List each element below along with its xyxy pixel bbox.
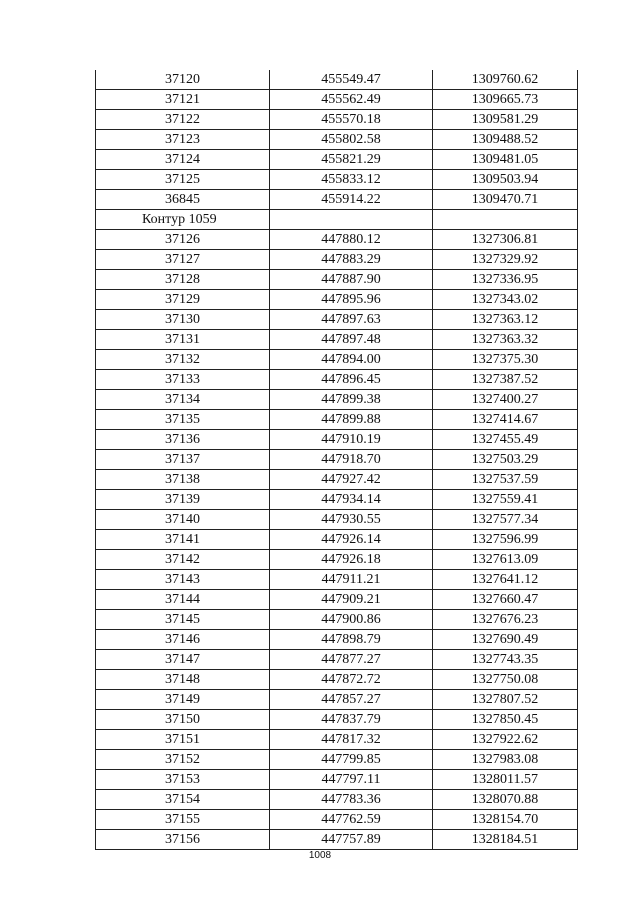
y-coordinate-cell: 1328184.51: [433, 830, 578, 850]
point-id-cell: 37124: [96, 150, 270, 170]
point-id-cell: 37125: [96, 170, 270, 190]
coordinates-table: [95, 70, 578, 850]
x-coordinate-cell: 447899.38: [270, 390, 433, 410]
y-coordinate-cell: 1327983.08: [433, 750, 578, 770]
y-coordinate-cell: 1309503.94: [433, 170, 578, 190]
point-id-cell: 37133: [96, 370, 270, 390]
x-coordinate-cell: 447930.55: [270, 510, 433, 530]
y-coordinate-cell: 1309481.05: [433, 150, 578, 170]
x-coordinate-cell: 447799.85: [270, 750, 433, 770]
table-row: [96, 290, 578, 310]
point-id-cell: 37143: [96, 570, 270, 590]
table-row: [96, 670, 578, 690]
point-id-cell: 37144: [96, 590, 270, 610]
point-id-cell: 37149: [96, 690, 270, 710]
table-row: [96, 90, 578, 110]
x-coordinate-cell: 447783.36: [270, 790, 433, 810]
y-coordinate-cell: 1327577.34: [433, 510, 578, 530]
point-id-cell: 37151: [96, 730, 270, 750]
y-coordinate-cell: 1327660.47: [433, 590, 578, 610]
x-coordinate-cell: 447896.45: [270, 370, 433, 390]
point-id-cell: 37135: [96, 410, 270, 430]
point-id-cell: 37138: [96, 470, 270, 490]
x-coordinate-cell: 447926.14: [270, 530, 433, 550]
x-coordinate-cell: 455821.29: [270, 150, 433, 170]
y-coordinate-cell: 1327750.08: [433, 670, 578, 690]
x-coordinate-cell: 447900.86: [270, 610, 433, 630]
x-coordinate-cell: 447910.19: [270, 430, 433, 450]
x-coordinate-cell: 447877.27: [270, 650, 433, 670]
coordinates-table-body: [96, 70, 578, 850]
table-row: [96, 630, 578, 650]
y-coordinate-cell: 1327850.45: [433, 710, 578, 730]
table-row: [96, 350, 578, 370]
point-id-cell: 37120: [96, 70, 270, 90]
y-coordinate-cell: 1327329.92: [433, 250, 578, 270]
table-row: [96, 70, 578, 90]
x-coordinate-cell: 455549.47: [270, 70, 433, 90]
x-coordinate-cell: 447927.42: [270, 470, 433, 490]
table-row: [96, 590, 578, 610]
y-coordinate-cell: 1327400.27: [433, 390, 578, 410]
point-id-cell: 37156: [96, 830, 270, 850]
empty-cell: [433, 210, 578, 230]
table-row: [96, 190, 578, 210]
point-id-cell: 37126: [96, 230, 270, 250]
point-id-cell: 37154: [96, 790, 270, 810]
y-coordinate-cell: 1327690.49: [433, 630, 578, 650]
y-coordinate-cell: 1327596.99: [433, 530, 578, 550]
point-id-cell: 37146: [96, 630, 270, 650]
x-coordinate-cell: 447899.88: [270, 410, 433, 430]
point-id-cell: 37129: [96, 290, 270, 310]
y-coordinate-cell: 1327455.49: [433, 430, 578, 450]
table-row: [96, 510, 578, 530]
y-coordinate-cell: 1309665.73: [433, 90, 578, 110]
x-coordinate-cell: 447926.18: [270, 550, 433, 570]
y-coordinate-cell: 1327414.67: [433, 410, 578, 430]
table-row: [96, 110, 578, 130]
x-coordinate-cell: 447911.21: [270, 570, 433, 590]
y-coordinate-cell: 1327807.52: [433, 690, 578, 710]
x-coordinate-cell: 447883.29: [270, 250, 433, 270]
table-row: [96, 570, 578, 590]
x-coordinate-cell: 455562.49: [270, 90, 433, 110]
table-row: [96, 130, 578, 150]
empty-cell: [270, 210, 433, 230]
point-id-cell: 36845: [96, 190, 270, 210]
table-row: [96, 790, 578, 810]
x-coordinate-cell: 447918.70: [270, 450, 433, 470]
table-row: [96, 530, 578, 550]
x-coordinate-cell: 447872.72: [270, 670, 433, 690]
point-id-cell: 37153: [96, 770, 270, 790]
point-id-cell: 37136: [96, 430, 270, 450]
y-coordinate-cell: 1328011.57: [433, 770, 578, 790]
contour-label: Контур 1059: [96, 210, 270, 230]
y-coordinate-cell: 1327363.32: [433, 330, 578, 350]
point-id-cell: 37140: [96, 510, 270, 530]
table-row: [96, 170, 578, 190]
y-coordinate-cell: 1327306.81: [433, 230, 578, 250]
point-id-cell: 37130: [96, 310, 270, 330]
x-coordinate-cell: 447887.90: [270, 270, 433, 290]
y-coordinate-cell: 1327922.62: [433, 730, 578, 750]
contour-header-row: [96, 210, 578, 230]
table-row: [96, 710, 578, 730]
x-coordinate-cell: 447898.79: [270, 630, 433, 650]
y-coordinate-cell: 1309470.71: [433, 190, 578, 210]
table-row: [96, 730, 578, 750]
table-row: [96, 610, 578, 630]
x-coordinate-cell: 447817.32: [270, 730, 433, 750]
point-id-cell: 37155: [96, 810, 270, 830]
x-coordinate-cell: 447897.48: [270, 330, 433, 350]
point-id-cell: 37121: [96, 90, 270, 110]
table-row: [96, 410, 578, 430]
y-coordinate-cell: 1327363.12: [433, 310, 578, 330]
point-id-cell: 37148: [96, 670, 270, 690]
y-coordinate-cell: 1327343.02: [433, 290, 578, 310]
point-id-cell: 37131: [96, 330, 270, 350]
table-row: [96, 230, 578, 250]
table-row: [96, 450, 578, 470]
table-row: [96, 490, 578, 510]
point-id-cell: 37137: [96, 450, 270, 470]
y-coordinate-cell: 1327387.52: [433, 370, 578, 390]
point-id-cell: 37139: [96, 490, 270, 510]
table-row: [96, 370, 578, 390]
table-row: [96, 430, 578, 450]
table-row: [96, 250, 578, 270]
x-coordinate-cell: 447934.14: [270, 490, 433, 510]
point-id-cell: 37150: [96, 710, 270, 730]
y-coordinate-cell: 1328154.70: [433, 810, 578, 830]
page-number: 1008: [308, 850, 332, 861]
y-coordinate-cell: 1328070.88: [433, 790, 578, 810]
table-row: [96, 550, 578, 570]
point-id-cell: 37128: [96, 270, 270, 290]
y-coordinate-cell: 1327537.59: [433, 470, 578, 490]
x-coordinate-cell: 447895.96: [270, 290, 433, 310]
x-coordinate-cell: 447909.21: [270, 590, 433, 610]
x-coordinate-cell: 455914.22: [270, 190, 433, 210]
table-row: [96, 470, 578, 490]
table-row: [96, 330, 578, 350]
point-id-cell: 37132: [96, 350, 270, 370]
table-row: [96, 750, 578, 770]
point-id-cell: 37134: [96, 390, 270, 410]
y-coordinate-cell: 1327641.12: [433, 570, 578, 590]
y-coordinate-cell: 1309488.52: [433, 130, 578, 150]
x-coordinate-cell: 447762.59: [270, 810, 433, 830]
y-coordinate-cell: 1309760.62: [433, 70, 578, 90]
point-id-cell: 37142: [96, 550, 270, 570]
table-row: [96, 650, 578, 670]
x-coordinate-cell: 455802.58: [270, 130, 433, 150]
x-coordinate-cell: 447837.79: [270, 710, 433, 730]
table-row: [96, 830, 578, 850]
table-row: [96, 690, 578, 710]
y-coordinate-cell: 1309581.29: [433, 110, 578, 130]
x-coordinate-cell: 455833.12: [270, 170, 433, 190]
x-coordinate-cell: 447857.27: [270, 690, 433, 710]
table-row: [96, 270, 578, 290]
point-id-cell: 37127: [96, 250, 270, 270]
y-coordinate-cell: 1327613.09: [433, 550, 578, 570]
table-row: [96, 390, 578, 410]
y-coordinate-cell: 1327375.30: [433, 350, 578, 370]
y-coordinate-cell: 1327559.41: [433, 490, 578, 510]
y-coordinate-cell: 1327676.23: [433, 610, 578, 630]
y-coordinate-cell: 1327743.35: [433, 650, 578, 670]
x-coordinate-cell: 447894.00: [270, 350, 433, 370]
x-coordinate-cell: 447757.89: [270, 830, 433, 850]
point-id-cell: 37152: [96, 750, 270, 770]
point-id-cell: 37147: [96, 650, 270, 670]
y-coordinate-cell: 1327503.29: [433, 450, 578, 470]
table-row: [96, 770, 578, 790]
table-row: [96, 810, 578, 830]
x-coordinate-cell: 447797.11: [270, 770, 433, 790]
y-coordinate-cell: 1327336.95: [433, 270, 578, 290]
point-id-cell: 37122: [96, 110, 270, 130]
point-id-cell: 37145: [96, 610, 270, 630]
point-id-cell: 37123: [96, 130, 270, 150]
table-row: [96, 150, 578, 170]
point-id-cell: 37141: [96, 530, 270, 550]
x-coordinate-cell: 447880.12: [270, 230, 433, 250]
x-coordinate-cell: 447897.63: [270, 310, 433, 330]
table-row: [96, 310, 578, 330]
x-coordinate-cell: 455570.18: [270, 110, 433, 130]
